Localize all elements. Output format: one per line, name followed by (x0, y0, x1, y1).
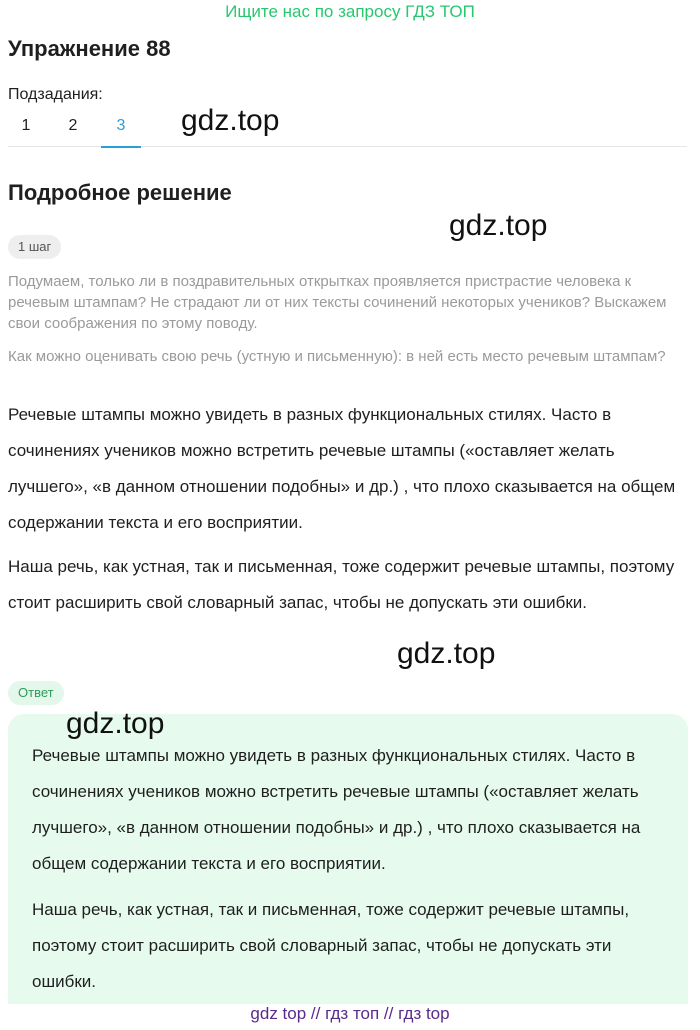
top-banner: Ищите нас по запросу ГДЗ ТОП (225, 2, 475, 21)
answer-paragraph: Речевые штампы можно увидеть в разных функциональных стилях. Часто в сочинениях учеников можно встретить речевые штампы («оставляет желать лучшего», «в данном отношении подобны» и др.) , что плохо сказывается на общем содержании текста и его восприятии. (32, 746, 641, 873)
solution-paragraph: Речевые штампы можно увидеть в разных функциональных стилях. Часто в сочинениях учеников можно встретить речевые штампы («оставляет желать лучшего», «в данном отношении подобны» и др.) , что плохо сказывается на общем содержании текста и его восприятии. (8, 405, 676, 532)
subtasks-label: Подзадания: (8, 86, 103, 103)
solution-paragraph: Наша речь, как устная, так и письменная, тоже содержит речевые штампы, поэтому стоит расширить свой словарный запас, чтобы не допускать эти ошибки. (8, 557, 675, 612)
page-title: Упражнение 88 (8, 36, 171, 61)
watermark: gdz.top (449, 209, 548, 242)
watermark: gdz.top (66, 707, 165, 740)
tab-subtask-1[interactable]: 1 (21, 117, 31, 134)
subtask-tabs (0, 110, 690, 148)
answer-paragraph: Наша речь, как устная, так и письменная, тоже содержит речевые штампы, поэтому стоит расширить свой словарный запас, чтобы не допускать эти ошибки. (32, 900, 630, 991)
answer-box (8, 714, 688, 1004)
answer-badge: Ответ (8, 681, 64, 705)
watermark: gdz.top (181, 104, 280, 137)
watermark: gdz.top (397, 637, 496, 670)
footer-links: gdz top // гдз топ // гдз top (250, 1004, 450, 1023)
section-title: Подробное решение (8, 180, 232, 205)
tab-subtask-2[interactable]: 2 (68, 117, 78, 134)
tab-subtask-3[interactable]: 3 (101, 110, 141, 148)
question-text: Как можно оценивать свою речь (устную и письменную): в ней есть место речевым штампам? (8, 348, 666, 365)
step-badge: 1 шаг (8, 235, 61, 259)
question-text: Подумаем, только ли в поздравительных открытках проявляется пристрастие человека к речевым штампам? Не страдают ли от них тексты сочинений некоторых учеников? Выскажем свои соображения по этому поводу. (8, 273, 667, 332)
